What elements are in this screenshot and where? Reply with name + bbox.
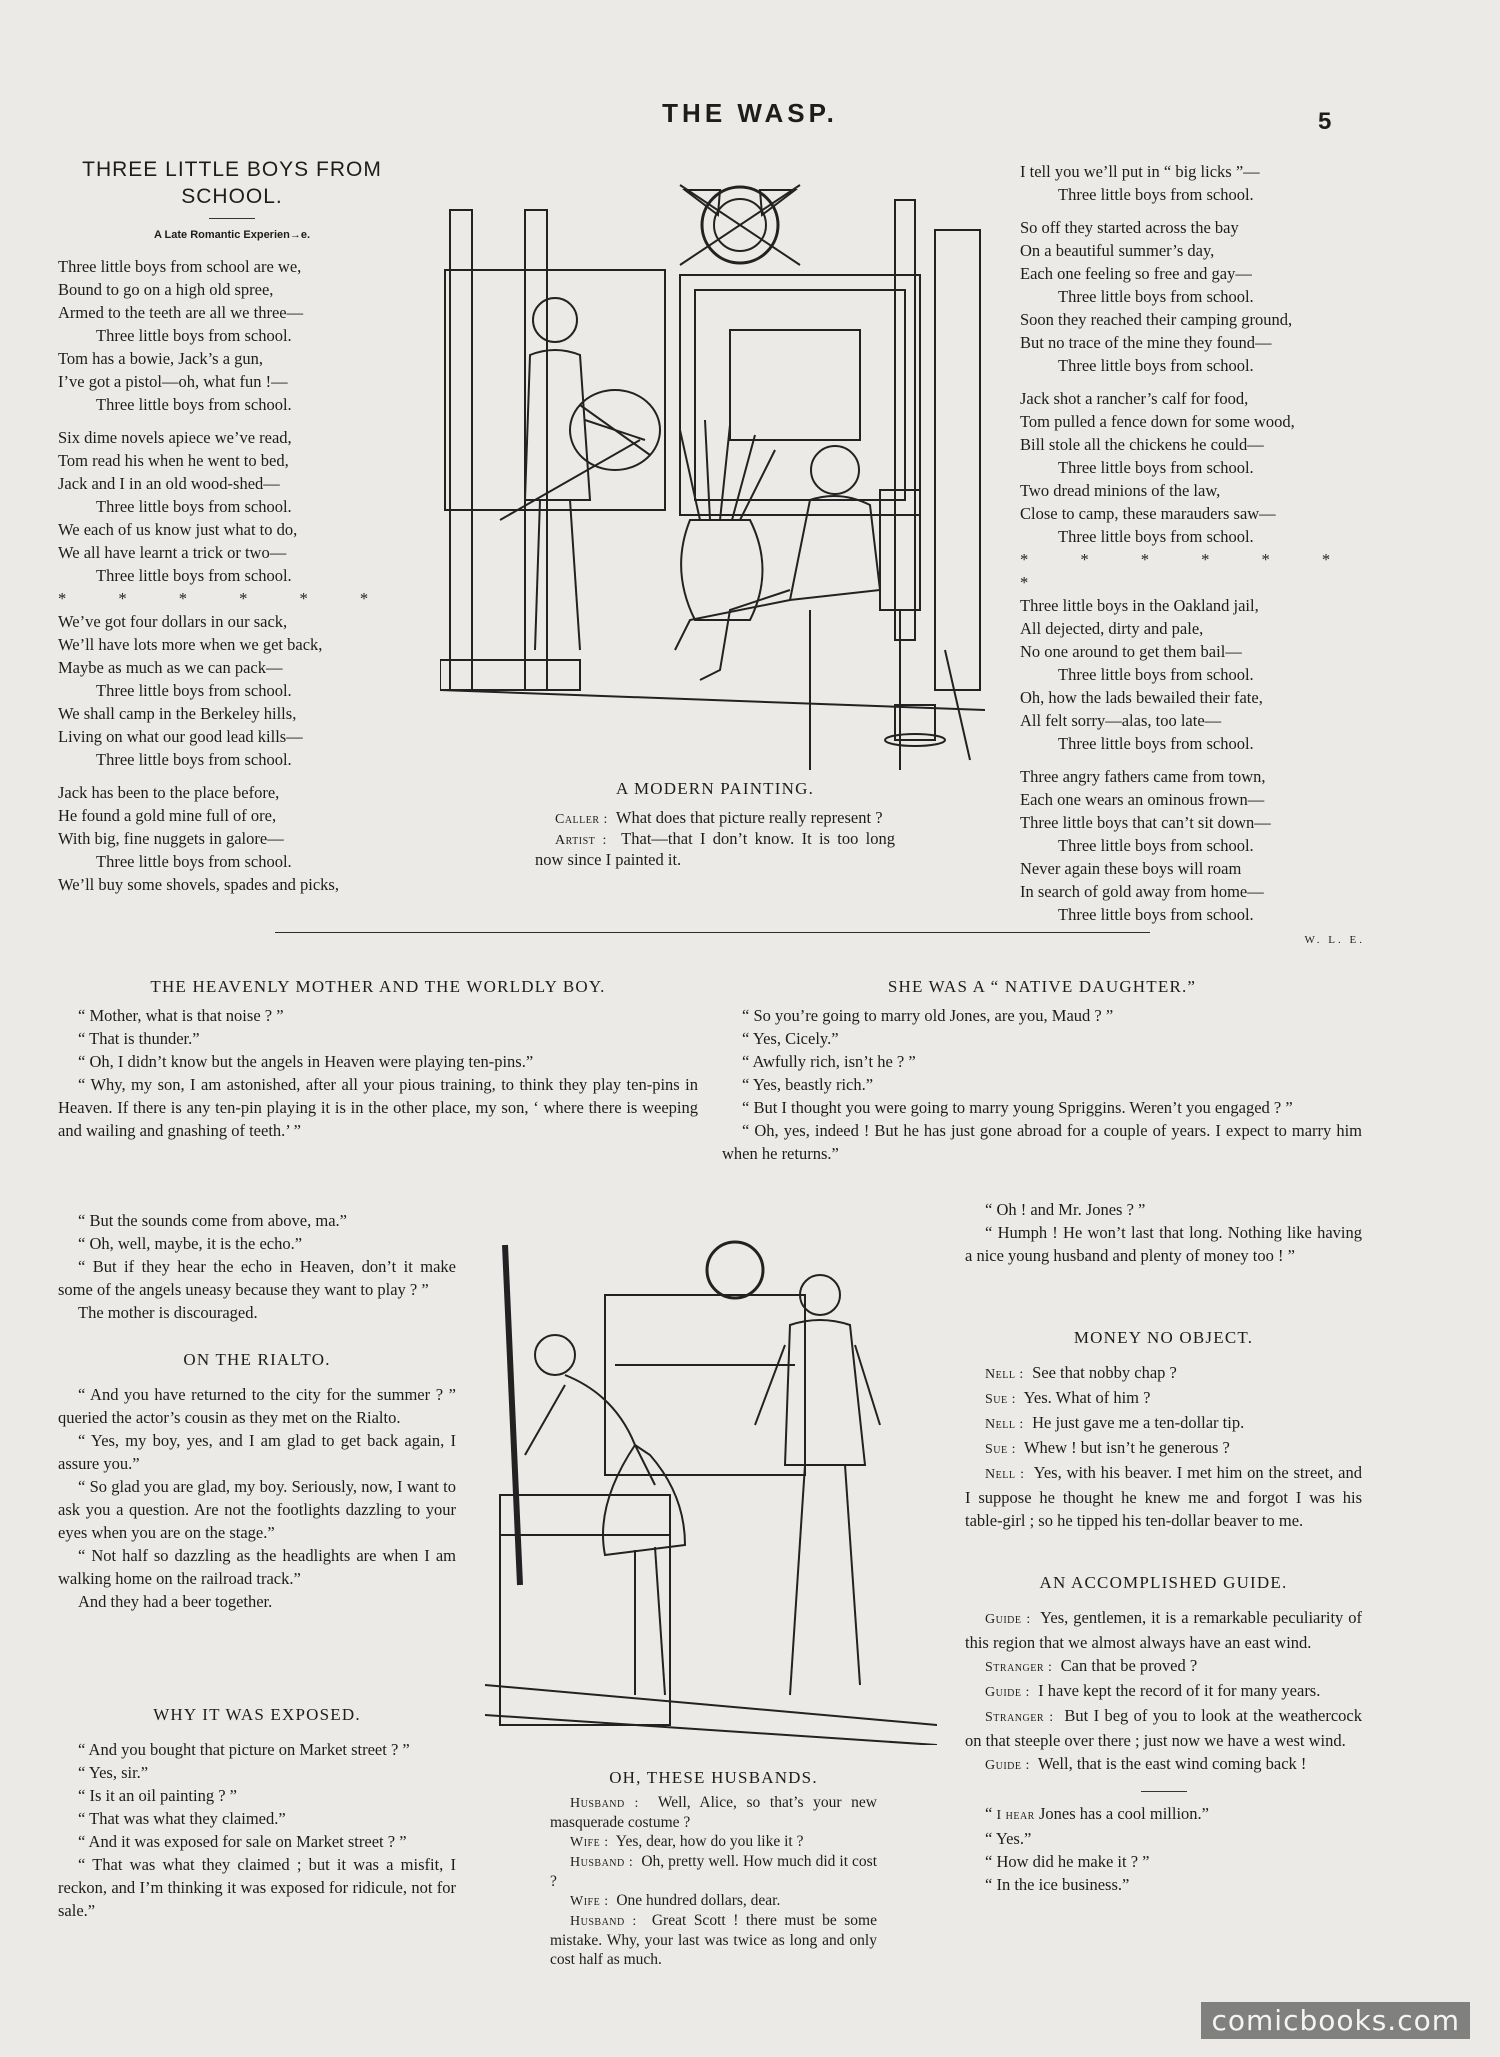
- dialogue-text: Well, Alice, so that’s your new masquerade costume ?: [550, 1794, 877, 1831]
- paragraph: “ Oh, I didn’t know but the angels in Heaven were playing ten-pins.”: [78, 1052, 534, 1071]
- asterism: * * * * * *: [58, 589, 393, 608]
- caller-line: [535, 808, 895, 829]
- husbands-body: [550, 1793, 877, 1969]
- poem-line: Jack has been to the place before,: [58, 783, 280, 802]
- poem-line: Three little boys from school.: [96, 395, 292, 414]
- section-divider: [275, 932, 1150, 933]
- money-article: [965, 1318, 1362, 1532]
- dialogue-line: [965, 1461, 1362, 1532]
- paragraph: “ Oh ! and Mr. Jones ? ”: [985, 1200, 1146, 1219]
- poem-line: Never again these boys will roam: [1020, 859, 1242, 878]
- poem-subtitle: A Late Romantic Experien→e.: [153, 229, 311, 241]
- paragraph: “ Not half so dazzling as the headlights are when I am walking home on the railroad track.”: [58, 1546, 456, 1588]
- poem-line: Three little boys from school.: [96, 497, 292, 516]
- jones-line-4: “ In the ice business.”: [985, 1875, 1130, 1894]
- heavenly-mother-article: [58, 975, 698, 1142]
- speaker-label: Wife :: [570, 1835, 609, 1850]
- short-rule: [1141, 1791, 1187, 1792]
- speaker-label: Wife :: [570, 1894, 609, 1909]
- poem-line: All felt sorry—alas, too late—: [1020, 711, 1222, 730]
- poem-line: Three little boys from school.: [96, 326, 292, 345]
- money-body: [965, 1361, 1362, 1532]
- paragraph: “ And it was exposed for sale on Market street ? ”: [78, 1832, 407, 1851]
- paragraph: “ Yes, my boy, yes, and I am glad to get back again, I assure you.”: [58, 1431, 456, 1473]
- poem-line: So off they started across the bay: [1020, 218, 1239, 237]
- stanza-break: [1020, 377, 1365, 387]
- poem-line: Three little boys from school.: [96, 750, 292, 769]
- rialto-title: ON THE RIALTO.: [183, 1350, 331, 1369]
- paragraph: The mother is discouraged.: [78, 1303, 258, 1322]
- masthead-title: THE WASP.: [662, 98, 838, 128]
- poem-line: Three little boys from school.: [1058, 287, 1254, 306]
- stanza-break: [1020, 755, 1365, 765]
- paragraph: “ Yes, sir.”: [78, 1763, 149, 1782]
- dialogue-text: Great Scott ! there must be some mistake. Why, your last was twice as long and only cost half as much.: [550, 1912, 877, 1968]
- native-body-wide: [722, 1004, 1362, 1165]
- poem-line: We’ll buy some shovels, spades and picks,: [58, 875, 339, 894]
- dialogue-line: [965, 1411, 1362, 1436]
- guide-title: AN ACCOMPLISHED GUIDE.: [1039, 1573, 1288, 1592]
- exposed-body: [58, 1738, 456, 1922]
- poem-line: Three little boys from school.: [1058, 356, 1254, 375]
- poem-section: [58, 156, 406, 896]
- poem-line: In search of gold away from home—: [1020, 882, 1264, 901]
- poem-line: Three little boys from school.: [1058, 665, 1254, 684]
- poem-line: We’ll have lots more when we get back,: [58, 635, 323, 654]
- poem-line: Tom pulled a fence down for some wood,: [1020, 412, 1295, 431]
- title-rule: [209, 218, 255, 219]
- dialogue-text: He just gave me a ten-dollar tip.: [1032, 1413, 1245, 1432]
- poem-line: Three little boys from school.: [1058, 905, 1254, 924]
- dialogue-line: [550, 1911, 877, 1969]
- guide-body: [965, 1606, 1362, 1777]
- dialogue-line: [965, 1361, 1362, 1386]
- dialogue-text: Yes, with his beaver. I met him on the street, and I suppose he thought he knew me and forgot I was his table-girl ; so he tipped his ten-dollar beaver to me.: [965, 1463, 1362, 1530]
- painting-caption-block: [535, 777, 895, 869]
- jones-line-3: “ How did he make it ? ”: [985, 1852, 1150, 1871]
- paragraph: “ But if they hear the echo in Heaven, don’t it make some of the angels uneasy because they want to play ? ”: [58, 1257, 456, 1299]
- poem-line: Three angry fathers came from town,: [1020, 767, 1266, 786]
- paragraph: “ But the sounds come from above, ma.”: [78, 1211, 347, 1230]
- poem-title-line-1: THREE LITTLE BOYS FROM: [82, 158, 382, 181]
- illustration-artist-studio: [440, 170, 985, 770]
- stanza-break: [58, 771, 406, 781]
- paragraph: “ That is thunder.”: [78, 1029, 200, 1048]
- poem-line: Three little boys from school.: [1058, 458, 1254, 477]
- poem-title-line-2: SCHOOL.: [181, 185, 283, 208]
- dialogue-text: Oh, pretty well. How much did it cost ?: [550, 1853, 878, 1890]
- poem-line: We each of us know just what to do,: [58, 520, 298, 539]
- exposed-article: [58, 1695, 456, 1922]
- illustration-barmaid-and-gentleman: [485, 1225, 937, 1745]
- husbands-title: OH, THESE HUSBANDS.: [609, 1768, 818, 1787]
- speaker-label: Guide :: [985, 1612, 1031, 1627]
- poem-line: But no trace of the mine they found—: [1020, 333, 1272, 352]
- jones-rest: Jones has a cool million.”: [1034, 1804, 1209, 1823]
- poem-line: He found a gold mine full of ore,: [58, 806, 277, 825]
- heavenly-body-narrow: [58, 1209, 456, 1324]
- poem-line: Six dime novels apiece we’ve read,: [58, 428, 292, 447]
- poem-line: Jack and I in an old wood-shed—: [58, 474, 280, 493]
- paragraph: “ Why, my son, I am astonished, after all your pious training, to think they play ten-pins in Heaven. If there is any ten-pin playing it is in the other place, my son, ‘ where there is weeping and wailing and gnashing of teeth.’ ”: [58, 1075, 698, 1140]
- dialogue-text: Yes, gentlemen, it is a remarkable peculiarity of this region that we almost always have an east wind.: [965, 1608, 1363, 1652]
- poem-line: Three little boys that can’t sit down—: [1020, 813, 1271, 832]
- heavenly-body-wide: [58, 1004, 698, 1142]
- poem-line: Each one feeling so free and gay—: [1020, 264, 1252, 283]
- paragraph: “ And you bought that picture on Market street ? ”: [78, 1740, 410, 1759]
- speaker-label: Nell :: [985, 1417, 1024, 1432]
- poem-line: Three little boys from school.: [1058, 836, 1254, 855]
- speaker-label: Sue :: [985, 1392, 1017, 1407]
- dialogue-line: [965, 1654, 1362, 1679]
- paragraph: “ So you’re going to marry old Jones, are you, Maud ? ”: [742, 1006, 1114, 1025]
- poem-line: Tom has a bowie, Jack’s a gun,: [58, 349, 264, 368]
- dialogue-line: [550, 1832, 877, 1852]
- dialogue-text: Can that be proved ?: [1060, 1656, 1198, 1675]
- paragraph: “ Awfully rich, isn’t he ? ”: [742, 1052, 916, 1071]
- dialogue-line: [965, 1704, 1362, 1752]
- paragraph: “ That was what they claimed ; but it was a misfit, I reckon, and I’m thinking it was exposed for ridicule, not for sale.”: [58, 1855, 456, 1920]
- caller-text: What does that picture really represent ?: [615, 808, 883, 827]
- poem-line: No one around to get them bail—: [1020, 642, 1242, 661]
- heavenly-title: THE HEAVENLY MOTHER AND THE WORLDLY BOY.: [150, 977, 606, 996]
- poem-line: Jack shot a rancher’s calf for food,: [1020, 389, 1249, 408]
- poem-line: Three little boys in the Oakland jail,: [1020, 596, 1259, 615]
- page-number: 5: [1318, 108, 1332, 135]
- poem-line: We’ve got four dollars in our sack,: [58, 612, 288, 631]
- speaker-label: Guide :: [985, 1685, 1030, 1700]
- speaker-label: Stranger :: [985, 1710, 1054, 1725]
- dialogue-text: But I beg of you to look at the weathercock on that steeple over there ; just now we have a west wind.: [965, 1706, 1363, 1750]
- artist-text: That—that I don’t know. It is too long now since I painted it.: [535, 829, 895, 869]
- dialogue-line: [965, 1606, 1362, 1654]
- paragraph: “ Yes, beastly rich.”: [742, 1075, 874, 1094]
- poem-line: Soon they reached their camping ground,: [1020, 310, 1293, 329]
- dialogue-line: [550, 1793, 877, 1832]
- speaker-label: Stranger :: [985, 1660, 1053, 1675]
- dialogue-text: One hundred dollars, dear.: [616, 1892, 781, 1909]
- paragraph: “ Oh, yes, indeed ! But he has just gone abroad for a couple of years. I expect to marry him when he returns.”: [722, 1121, 1362, 1163]
- artist-label: Artist :: [555, 833, 607, 848]
- poem-line: Three little boys from school.: [96, 566, 292, 585]
- poem-line: Three little boys from school.: [1058, 527, 1254, 546]
- poem-line: Each one wears an ominous frown—: [1020, 790, 1265, 809]
- native-daughter-article: [722, 975, 1362, 1165]
- poem-line: Three little boys from school.: [1058, 734, 1254, 753]
- dialogue-line: [965, 1436, 1362, 1461]
- speaker-label: Nell :: [985, 1467, 1025, 1482]
- speaker-label: Sue :: [985, 1442, 1017, 1457]
- poem-line: I’ve got a pistol—oh, what fun !—: [58, 372, 288, 391]
- paragraph: “ Yes, Cicely.”: [742, 1029, 839, 1048]
- modern-painting-illustration: [440, 170, 985, 770]
- dialogue-text: Well, that is the east wind coming back !: [1037, 1754, 1307, 1773]
- speaker-label: Nell :: [985, 1367, 1024, 1382]
- speaker-label: Husband :: [570, 1914, 637, 1929]
- poem-continuation: [1020, 160, 1365, 946]
- paragraph: “ Is it an oil painting ? ”: [78, 1786, 237, 1805]
- native-body-narrow: [965, 1198, 1362, 1267]
- money-title: MONEY NO OBJECT.: [1073, 1328, 1254, 1347]
- jones-smallcaps: I hear: [996, 1808, 1035, 1823]
- poem-line: We shall camp in the Berkeley hills,: [58, 704, 297, 723]
- speaker-label: Guide :: [985, 1758, 1030, 1773]
- rialto-article: [58, 1340, 456, 1613]
- poem-signature: W. L. E.: [1304, 934, 1365, 946]
- guide-article: [965, 1563, 1362, 1896]
- husbands-illustration: [485, 1225, 937, 1745]
- poem-line: Living on what our good lead kills—: [58, 727, 303, 746]
- poem-line: Two dread minions of the law,: [1020, 481, 1221, 500]
- poem-line: Bill stole all the chickens he could—: [1020, 435, 1264, 454]
- dialogue-text: Whew ! but isn’t he generous ?: [1023, 1438, 1230, 1457]
- stanza-break: [58, 416, 406, 426]
- exposed-title: WHY IT WAS EXPOSED.: [153, 1705, 361, 1724]
- paragraph: “ But I thought you were going to marry young Spriggins. Weren’t you engaged ? ”: [742, 1098, 1293, 1117]
- poem-line: Bound to go on a high old spree,: [58, 280, 274, 299]
- rialto-body: [58, 1383, 456, 1613]
- dialogue-text: Yes. What of him ?: [1023, 1388, 1151, 1407]
- native-title: SHE WAS A “ NATIVE DAUGHTER.”: [887, 977, 1197, 996]
- paragraph: “ And you have returned to the city for the summer ? ” queried the actor’s cousin as they met on the Rialto.: [58, 1385, 456, 1427]
- painting-caption: A MODERN PAINTING.: [615, 779, 815, 798]
- husbands-article: [550, 1768, 877, 1969]
- dialogue-text: Yes, dear, how do you like it ?: [615, 1833, 804, 1850]
- dialogue-line: [550, 1891, 877, 1911]
- paragraph: And they had a beer together.: [78, 1592, 273, 1611]
- paragraph: “ Oh, well, maybe, it is the echo.”: [78, 1234, 303, 1253]
- speaker-label: Husband :: [570, 1796, 639, 1811]
- paragraph: “ Humph ! He won’t last that long. Nothing like having a nice young husband and plenty of money too ! ”: [965, 1223, 1362, 1265]
- poem-line: Three little boys from school.: [96, 852, 292, 871]
- poem-line: Close to camp, these marauders saw—: [1020, 504, 1276, 523]
- poem-line: On a beautiful summer’s day,: [1020, 241, 1215, 260]
- paragraph: “ That was what they claimed.”: [78, 1809, 286, 1828]
- stanza-break: [1020, 206, 1365, 216]
- poem-line: Armed to the teeth are all we three—: [58, 303, 304, 322]
- dialogue-line: [550, 1852, 877, 1891]
- poem-line: Three little boys from school.: [1058, 185, 1254, 204]
- jones-line-2: “ Yes.”: [985, 1829, 1032, 1848]
- poem-line: Tom read his when he went to bed,: [58, 451, 289, 470]
- poem-line: We all have learnt a trick or two—: [58, 543, 287, 562]
- poem-line: Oh, how the lads bewailed their fate,: [1020, 688, 1263, 707]
- asterism: * * * * * * *: [1020, 550, 1355, 592]
- speaker-label: Husband :: [570, 1855, 634, 1870]
- poem-line: Three little boys from school.: [96, 681, 292, 700]
- poem-line: I tell you we’ll put in “ big licks ”—: [1020, 162, 1260, 181]
- dialogue-line: [965, 1752, 1362, 1777]
- poem-line: All dejected, dirty and pale,: [1020, 619, 1204, 638]
- dialogue-text: I have kept the record of it for many years.: [1038, 1681, 1321, 1700]
- poem-line: Maybe as much as we can pack—: [58, 658, 283, 677]
- artist-line: [535, 829, 895, 869]
- dialogue-text: See that nobby chap ?: [1032, 1363, 1177, 1382]
- jones-line-1: [965, 1802, 1362, 1827]
- poem-column-1: [58, 255, 406, 896]
- poem-line: Three little boys from school are we,: [58, 257, 302, 276]
- poem-line: With big, fine nuggets in galore—: [58, 829, 284, 848]
- caller-label: Caller :: [555, 812, 608, 827]
- watermark: comicbooks.com: [1201, 2002, 1470, 2039]
- paragraph: “ Mother, what is that noise ? ”: [78, 1006, 284, 1025]
- paragraph: “ So glad you are glad, my boy. Seriously, now, I want to ask you a question. Are not the footlights dazzling to your eyes when you are on the stage.”: [58, 1477, 456, 1542]
- dialogue-line: [965, 1386, 1362, 1411]
- dialogue-line: [965, 1679, 1362, 1704]
- jones-open-quote: “: [985, 1804, 997, 1823]
- poem-column-2: [1020, 160, 1365, 926]
